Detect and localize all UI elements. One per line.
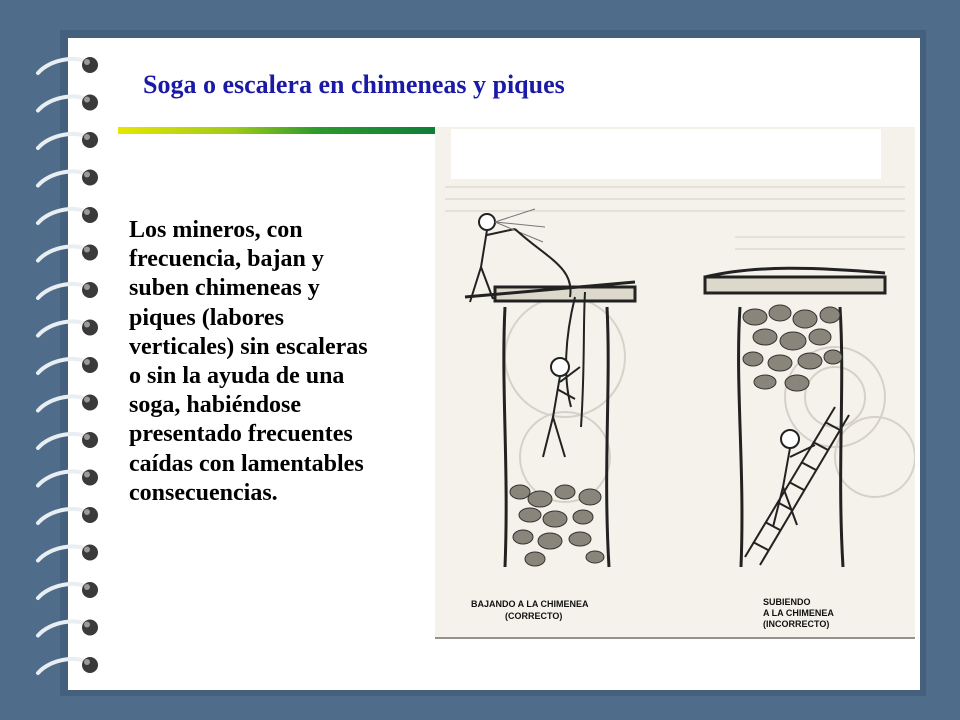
body-line: frecuencia, bajan y — [129, 246, 324, 273]
spiral-ring — [38, 59, 88, 73]
binding-hole — [82, 245, 98, 261]
body-line: Los mineros, con — [129, 217, 303, 243]
binding-hole — [82, 582, 98, 598]
spiral-ring — [38, 134, 88, 148]
binding-hole-highlight — [84, 134, 90, 140]
binding-hole-highlight — [84, 509, 90, 515]
binding-hole — [82, 320, 98, 336]
binding-hole-highlight — [84, 247, 90, 253]
left-caption-1: BAJANDO A LA CHIMENEA — [471, 599, 589, 609]
body-line: o sin la ayuda de una — [129, 363, 345, 390]
spiral-ring — [38, 284, 88, 298]
binding-hole-highlight — [84, 397, 90, 403]
spiral-ring — [38, 434, 88, 448]
spiral-binding — [30, 45, 110, 685]
spiral-ring — [38, 96, 88, 110]
body-line: presentado frecuentes — [129, 421, 353, 448]
body-line: suben chimeneas y — [129, 275, 320, 302]
spiral-ring — [38, 209, 88, 223]
binding-hole-highlight — [84, 209, 90, 215]
right-caption-1: SUBIENDO — [763, 597, 811, 607]
binding-hole-highlight — [84, 584, 90, 590]
spiral-ring — [38, 621, 88, 635]
binding-hole — [82, 170, 98, 186]
slide-title: Soga o escalera en chimeneas y piques — [143, 70, 565, 99]
binding-hole-highlight — [84, 97, 90, 103]
binding-hole — [82, 95, 98, 111]
spiral-ring — [38, 321, 88, 335]
body-line: caídas con lamentables — [129, 450, 364, 477]
body-paragraph — [129, 216, 459, 508]
binding-hole-highlight — [84, 284, 90, 290]
binding-hole-highlight — [84, 172, 90, 178]
spiral-ring — [38, 659, 88, 673]
title-underline — [118, 127, 450, 134]
binding-hole-highlight — [84, 622, 90, 628]
binding-hole — [82, 545, 98, 561]
spiral-ring — [38, 359, 88, 373]
binding-hole — [82, 207, 98, 223]
binding-hole — [82, 620, 98, 636]
binding-hole — [82, 657, 98, 673]
binding-hole — [82, 357, 98, 373]
mining-illustration — [435, 127, 915, 639]
right-caption-3: (INCORRECTO) — [763, 619, 830, 629]
chimney-drawing — [435, 127, 915, 639]
right-caption-2: A LA CHIMENEA — [763, 608, 834, 618]
body-line: verticales) sin escaleras — [129, 333, 368, 360]
binding-hole — [82, 132, 98, 148]
binding-hole — [82, 57, 98, 73]
binding-hole-highlight — [84, 59, 90, 65]
binding-hole — [82, 507, 98, 523]
body-line: piques (labores — [129, 304, 284, 331]
binding-hole-highlight — [84, 472, 90, 478]
binding-hole-highlight — [84, 359, 90, 365]
body-line: consecuencias. — [129, 479, 278, 506]
spiral-rings-icon — [30, 45, 110, 685]
binding-hole — [82, 470, 98, 486]
spiral-ring — [38, 584, 88, 598]
left-caption-2: (CORRECTO) — [505, 611, 563, 621]
binding-hole-highlight — [84, 659, 90, 665]
binding-hole — [82, 395, 98, 411]
binding-hole-highlight — [84, 434, 90, 440]
body-line: soga, habiéndose — [129, 392, 302, 419]
spiral-ring — [38, 471, 88, 485]
binding-hole — [82, 282, 98, 298]
spiral-ring — [38, 171, 88, 185]
spiral-ring — [38, 546, 88, 560]
spiral-ring — [38, 509, 88, 523]
binding-hole-highlight — [84, 322, 90, 328]
spiral-ring — [38, 396, 88, 410]
spiral-ring — [38, 246, 88, 260]
binding-hole — [82, 432, 98, 448]
binding-hole-highlight — [84, 547, 90, 553]
